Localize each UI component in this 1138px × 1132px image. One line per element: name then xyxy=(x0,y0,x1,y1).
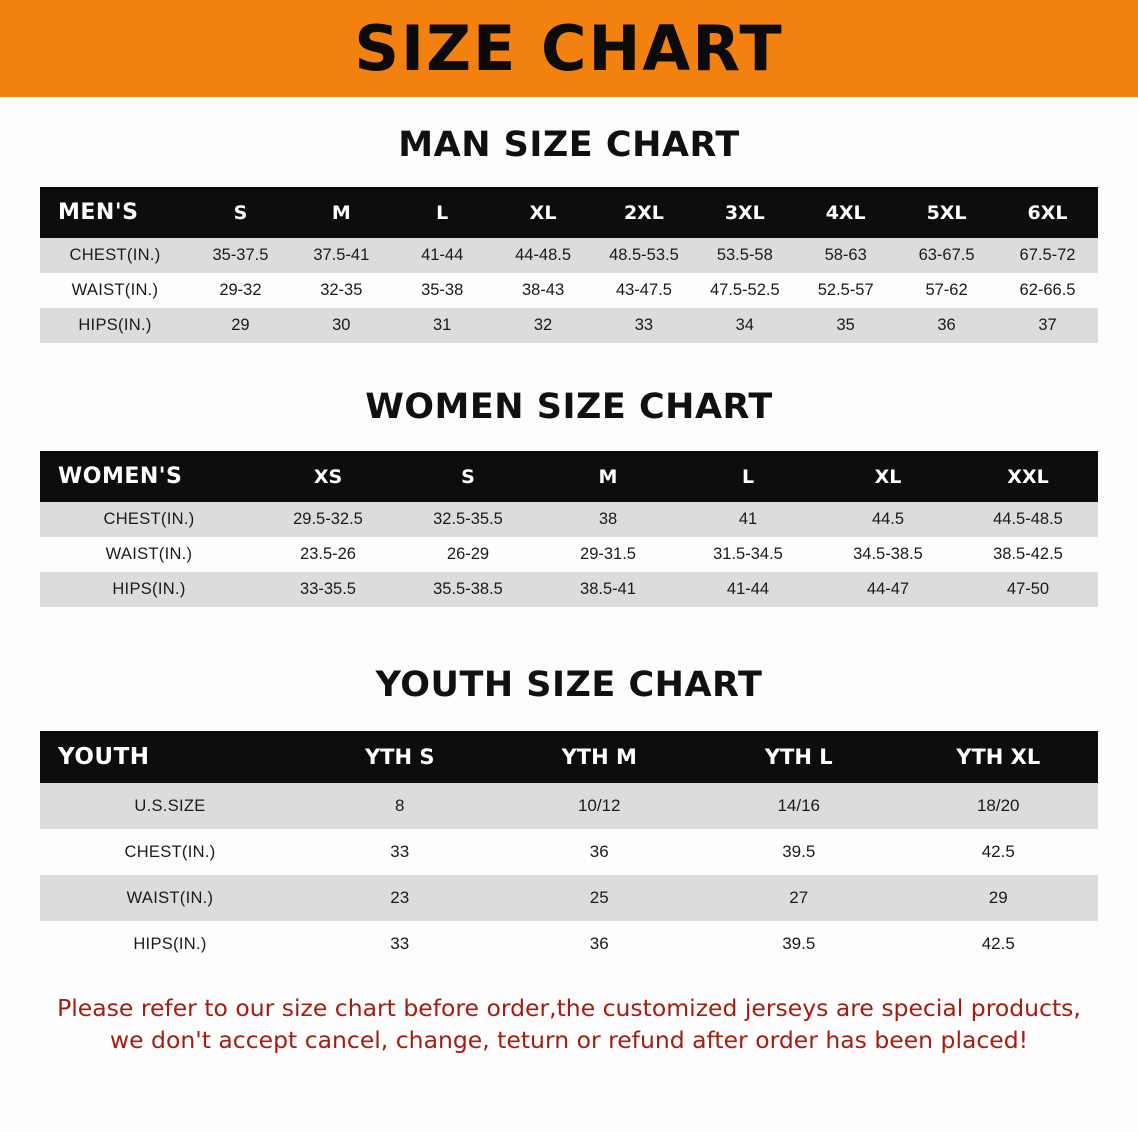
table-row xyxy=(40,273,1098,308)
man-row-2-cell-3: 32 xyxy=(493,308,594,343)
women-row-0-cell-0: 29.5-32.5 xyxy=(258,502,398,537)
man-header-cell-7: 4XL xyxy=(795,187,896,238)
man-row-1-cell-3: 38-43 xyxy=(493,273,594,308)
youth-header-cell-3: YTH L xyxy=(699,731,899,783)
man-row-0-cell-4: 48.5-53.5 xyxy=(594,238,695,273)
man-header-cell-6: 3XL xyxy=(694,187,795,238)
policy-note-line-1: Please refer to our size chart before order,the customized jerseys are special products, xyxy=(57,994,1081,1022)
women-table-body xyxy=(40,502,1098,607)
youth-table-body xyxy=(40,783,1098,967)
women-row-2-cell-2: 38.5-41 xyxy=(538,572,678,607)
man-table-head xyxy=(40,187,1098,238)
youth-size-table xyxy=(40,731,1098,967)
table-row xyxy=(40,875,1098,921)
man-row-0-cell-5: 53.5-58 xyxy=(694,238,795,273)
youth-row-0-cell-0: 8 xyxy=(300,783,500,829)
women-header-cell-5: XL xyxy=(818,451,958,502)
man-row-0-cell-3: 44-48.5 xyxy=(493,238,594,273)
youth-row-1-cell-1: 36 xyxy=(500,829,700,875)
table-header-row xyxy=(40,451,1098,502)
women-row-1-cell-4: 34.5-38.5 xyxy=(818,537,958,572)
youth-row-2-cell-1: 25 xyxy=(500,875,700,921)
policy-note xyxy=(40,993,1098,1056)
man-row-1-label: WAIST(IN.) xyxy=(40,273,190,308)
man-header-cell-5: 2XL xyxy=(594,187,695,238)
youth-row-3-cell-2: 39.5 xyxy=(699,921,899,967)
youth-table-wrapper xyxy=(0,731,1138,967)
youth-row-3-cell-3: 42.5 xyxy=(899,921,1099,967)
women-row-1-cell-1: 26-29 xyxy=(398,537,538,572)
man-header-cell-8: 5XL xyxy=(896,187,997,238)
man-row-0-cell-2: 41-44 xyxy=(392,238,493,273)
man-header-cell-4: XL xyxy=(493,187,594,238)
table-row xyxy=(40,238,1098,273)
table-row xyxy=(40,537,1098,572)
man-row-2-cell-8: 37 xyxy=(997,308,1098,343)
man-row-2-cell-0: 29 xyxy=(190,308,291,343)
man-row-0-cell-1: 37.5-41 xyxy=(291,238,392,273)
man-header-cell-2: M xyxy=(291,187,392,238)
youth-row-2-cell-3: 29 xyxy=(899,875,1099,921)
women-header-cell-3: M xyxy=(538,451,678,502)
man-row-1-cell-7: 57-62 xyxy=(896,273,997,308)
youth-row-3-cell-0: 33 xyxy=(300,921,500,967)
youth-row-1-cell-0: 33 xyxy=(300,829,500,875)
women-header-cell-4: L xyxy=(678,451,818,502)
women-row-2-cell-4: 44-47 xyxy=(818,572,958,607)
youth-row-0-cell-2: 14/16 xyxy=(699,783,899,829)
youth-row-3-label: HIPS(IN.) xyxy=(40,921,300,967)
man-header-cell-1: S xyxy=(190,187,291,238)
women-table-head xyxy=(40,451,1098,502)
man-row-1-cell-6: 52.5-57 xyxy=(795,273,896,308)
table-header-row xyxy=(40,731,1098,783)
man-row-0-label: CHEST(IN.) xyxy=(40,238,190,273)
youth-row-3-cell-1: 36 xyxy=(500,921,700,967)
youth-row-1-cell-2: 39.5 xyxy=(699,829,899,875)
youth-header-cell-1: YTH S xyxy=(300,731,500,783)
women-header-cell-2: S xyxy=(398,451,538,502)
youth-row-0-cell-1: 10/12 xyxy=(500,783,700,829)
man-row-2-cell-6: 35 xyxy=(795,308,896,343)
man-row-0-cell-8: 67.5-72 xyxy=(997,238,1098,273)
women-row-0-label: CHEST(IN.) xyxy=(40,502,258,537)
women-row-2-label: HIPS(IN.) xyxy=(40,572,258,607)
man-row-1-cell-2: 35-38 xyxy=(392,273,493,308)
women-row-2-cell-5: 47-50 xyxy=(958,572,1098,607)
women-row-2-cell-1: 35.5-38.5 xyxy=(398,572,538,607)
man-row-1-cell-0: 29-32 xyxy=(190,273,291,308)
man-row-2-label: HIPS(IN.) xyxy=(40,308,190,343)
youth-table-head xyxy=(40,731,1098,783)
women-header-cell-6: XXL xyxy=(958,451,1098,502)
youth-row-2-label: WAIST(IN.) xyxy=(40,875,300,921)
man-header-cell-3: L xyxy=(392,187,493,238)
man-table-body xyxy=(40,238,1098,343)
man-row-0-cell-6: 58-63 xyxy=(795,238,896,273)
women-section-heading: WOMEN SIZE CHART xyxy=(365,387,773,427)
table-row xyxy=(40,502,1098,537)
women-table-wrapper xyxy=(0,451,1138,607)
man-row-2-cell-7: 36 xyxy=(896,308,997,343)
table-row xyxy=(40,572,1098,607)
table-row xyxy=(40,921,1098,967)
women-row-2-cell-0: 33-35.5 xyxy=(258,572,398,607)
table-header-row xyxy=(40,187,1098,238)
man-size-table xyxy=(40,187,1098,343)
man-header-cell-0: MEN'S xyxy=(40,187,190,238)
page-banner xyxy=(0,0,1138,97)
table-row xyxy=(40,829,1098,875)
youth-header-cell-0: YOUTH xyxy=(40,731,300,783)
women-row-0-cell-5: 44.5-48.5 xyxy=(958,502,1098,537)
youth-section-heading: YOUTH SIZE CHART xyxy=(375,665,763,705)
man-row-2-cell-1: 30 xyxy=(291,308,392,343)
youth-row-2-cell-2: 27 xyxy=(699,875,899,921)
man-table-wrapper xyxy=(0,187,1138,343)
women-header-cell-1: XS xyxy=(258,451,398,502)
table-row xyxy=(40,308,1098,343)
women-row-1-cell-0: 23.5-26 xyxy=(258,537,398,572)
youth-row-2-cell-0: 23 xyxy=(300,875,500,921)
man-row-1-cell-1: 32-35 xyxy=(291,273,392,308)
women-row-1-cell-2: 29-31.5 xyxy=(538,537,678,572)
women-header-cell-0: WOMEN'S xyxy=(40,451,258,502)
man-row-1-cell-5: 47.5-52.5 xyxy=(694,273,795,308)
women-row-1-cell-3: 31.5-34.5 xyxy=(678,537,818,572)
page-title: SIZE CHART xyxy=(354,11,784,85)
youth-header-cell-2: YTH M xyxy=(500,731,700,783)
man-row-2-cell-4: 33 xyxy=(594,308,695,343)
women-row-0-cell-2: 38 xyxy=(538,502,678,537)
man-header-cell-9: 6XL xyxy=(997,187,1098,238)
man-row-2-cell-2: 31 xyxy=(392,308,493,343)
women-row-0-cell-3: 41 xyxy=(678,502,818,537)
women-row-2-cell-3: 41-44 xyxy=(678,572,818,607)
man-row-0-cell-7: 63-67.5 xyxy=(896,238,997,273)
policy-note-line-2: we don't accept cancel, change, teturn or refund after order has been placed! xyxy=(109,1025,1029,1054)
table-row xyxy=(40,783,1098,829)
youth-row-1-cell-3: 42.5 xyxy=(899,829,1099,875)
women-row-1-cell-5: 38.5-42.5 xyxy=(958,537,1098,572)
women-row-0-cell-4: 44.5 xyxy=(818,502,958,537)
man-row-1-cell-8: 62-66.5 xyxy=(997,273,1098,308)
women-row-0-cell-1: 32.5-35.5 xyxy=(398,502,538,537)
women-size-table xyxy=(40,451,1098,607)
youth-row-0-label: U.S.SIZE xyxy=(40,783,300,829)
women-row-1-label: WAIST(IN.) xyxy=(40,537,258,572)
man-row-0-cell-0: 35-37.5 xyxy=(190,238,291,273)
youth-header-cell-4: YTH XL xyxy=(899,731,1099,783)
youth-row-0-cell-3: 18/20 xyxy=(899,783,1099,829)
man-row-2-cell-5: 34 xyxy=(694,308,795,343)
man-row-1-cell-4: 43-47.5 xyxy=(594,273,695,308)
man-section-heading: MAN SIZE CHART xyxy=(398,125,740,165)
youth-row-1-label: CHEST(IN.) xyxy=(40,829,300,875)
